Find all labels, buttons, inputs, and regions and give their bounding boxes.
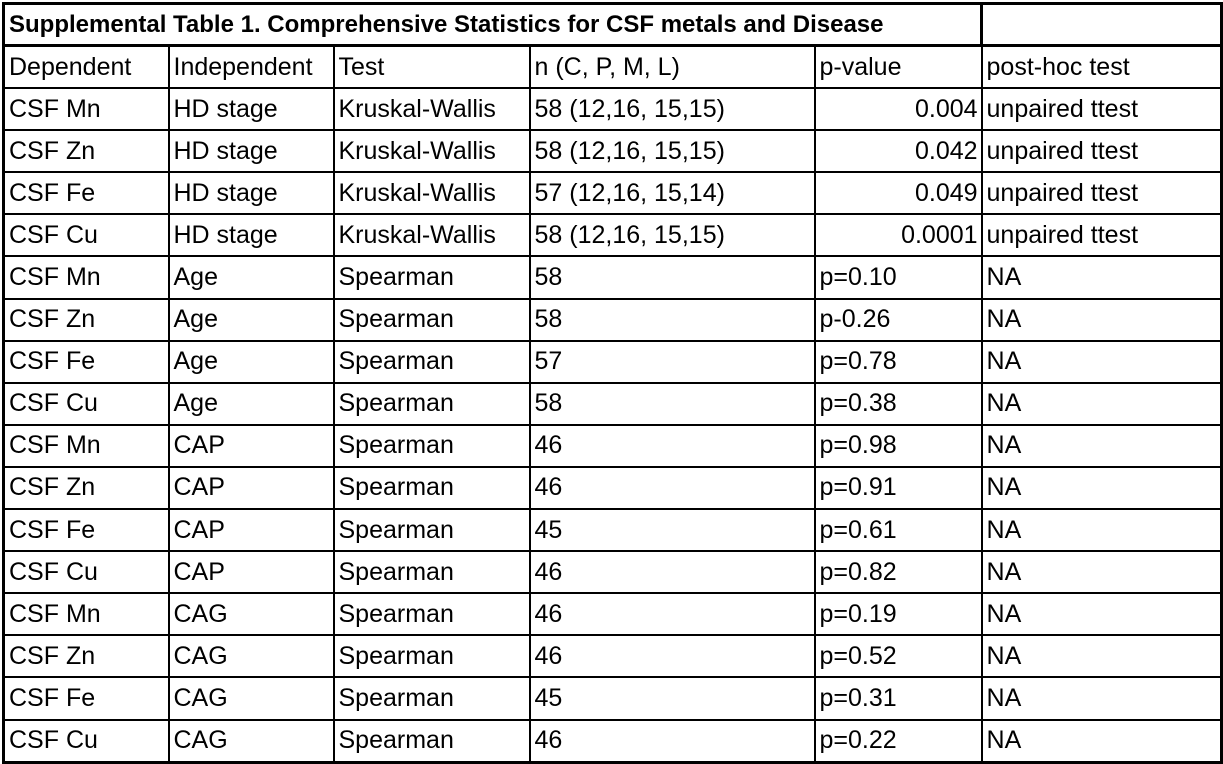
test-cell[interactable]: Spearman [334,720,530,763]
dependent-cell[interactable]: CSF Mn [4,256,169,298]
dependent-cell[interactable]: CSF Mn [4,88,169,130]
dependent-cell[interactable]: CSF Mn [4,593,169,635]
post-hoc-cell[interactable]: NA [982,467,1222,509]
table-row [4,677,1222,719]
p-value-cell[interactable]: 0.049 [815,172,982,214]
table-row [4,172,1222,214]
post-hoc-cell[interactable]: NA [982,720,1222,763]
dependent-cell[interactable]: CSF Cu [4,214,169,256]
post-hoc-cell[interactable]: NA [982,425,1222,467]
post-hoc-cell[interactable]: NA [982,551,1222,593]
independent-cell[interactable]: CAG [169,593,334,635]
n-cell[interactable]: 46 [530,635,815,677]
test-cell[interactable]: Spearman [334,383,530,425]
n-cell[interactable]: 45 [530,677,815,719]
dependent-cell[interactable]: CSF Cu [4,383,169,425]
table-row [4,720,1222,763]
n-cell[interactable]: 58 (12,16, 15,15) [530,214,815,256]
table-row [4,256,1222,298]
dependent-cell[interactable]: CSF Zn [4,299,169,341]
dependent-cell[interactable]: CSF Zn [4,130,169,172]
p-value-cell[interactable]: p=0.31 [815,677,982,719]
n-cell[interactable]: 58 (12,16, 15,15) [530,88,815,130]
table-row [4,214,1222,256]
n-cell[interactable]: 46 [530,425,815,467]
post-hoc-cell[interactable]: unpaired ttest [982,88,1222,130]
n-cell[interactable]: 58 [530,299,815,341]
independent-cell[interactable]: CAP [169,425,334,467]
post-hoc-cell[interactable]: NA [982,299,1222,341]
table-row [4,467,1222,509]
p-value-cell[interactable]: p=0.52 [815,635,982,677]
n-cell[interactable]: 46 [530,593,815,635]
header-n[interactable]: n (C, P, M, L) [530,46,815,89]
table-row [4,130,1222,172]
post-hoc-cell[interactable]: NA [982,383,1222,425]
p-value-cell[interactable]: p=0.82 [815,551,982,593]
dependent-cell[interactable]: CSF Fe [4,172,169,214]
n-cell[interactable]: 57 [530,341,815,383]
p-value-cell[interactable]: p=0.10 [815,256,982,298]
test-cell[interactable]: Spearman [334,509,530,551]
independent-cell[interactable]: CAG [169,677,334,719]
table-row [4,383,1222,425]
table-row [4,635,1222,677]
p-value-cell[interactable]: p=0.91 [815,467,982,509]
post-hoc-cell[interactable]: unpaired ttest [982,130,1222,172]
table-row [4,341,1222,383]
independent-cell[interactable]: CAP [169,551,334,593]
post-hoc-cell[interactable]: NA [982,341,1222,383]
test-cell[interactable]: Spearman [334,551,530,593]
p-value-cell[interactable]: p=0.98 [815,425,982,467]
supplemental-table [2,2,1223,764]
table-row [4,593,1222,635]
n-cell[interactable]: 58 [530,383,815,425]
p-value-cell[interactable]: p=0.38 [815,383,982,425]
header-post-hoc-test[interactable]: post-hoc test [982,46,1222,89]
p-value-cell[interactable]: 0.004 [815,88,982,130]
test-cell[interactable]: Spearman [334,635,530,677]
dependent-cell[interactable]: CSF Fe [4,677,169,719]
n-cell[interactable]: 46 [530,467,815,509]
test-cell[interactable]: Spearman [334,425,530,467]
dependent-cell[interactable]: CSF Cu [4,720,169,763]
dependent-cell[interactable]: CSF Fe [4,341,169,383]
post-hoc-cell[interactable]: NA [982,593,1222,635]
test-cell[interactable]: Kruskal-Wallis [334,130,530,172]
test-cell[interactable]: Kruskal-Wallis [334,214,530,256]
post-hoc-cell[interactable]: unpaired ttest [982,172,1222,214]
n-cell[interactable]: 58 [530,256,815,298]
p-value-cell[interactable]: p=0.22 [815,720,982,763]
test-cell[interactable]: Kruskal-Wallis [334,88,530,130]
independent-cell[interactable]: CAG [169,720,334,763]
spreadsheet-table-region [2,2,1220,755]
test-cell[interactable]: Spearman [334,299,530,341]
n-cell[interactable]: 46 [530,720,815,763]
table-row [4,299,1222,341]
p-value-cell[interactable]: 0.0001 [815,214,982,256]
independent-cell[interactable]: Age [169,256,334,298]
independent-cell[interactable]: CAP [169,509,334,551]
independent-cell[interactable]: HD stage [169,172,334,214]
test-cell[interactable]: Spearman [334,593,530,635]
header-row [4,46,1222,89]
post-hoc-cell[interactable]: NA [982,509,1222,551]
test-cell[interactable]: Spearman [334,256,530,298]
post-hoc-cell[interactable]: NA [982,256,1222,298]
p-value-cell[interactable]: p=0.19 [815,593,982,635]
n-cell[interactable]: 58 (12,16, 15,15) [530,130,815,172]
test-cell[interactable]: Spearman [334,677,530,719]
title-row [4,4,1222,46]
header-independent[interactable]: Independent [169,46,334,89]
header-test[interactable]: Test [334,46,530,89]
post-hoc-cell[interactable]: NA [982,677,1222,719]
test-cell[interactable]: Kruskal-Wallis [334,172,530,214]
post-hoc-cell[interactable]: NA [982,635,1222,677]
independent-cell[interactable]: CAP [169,467,334,509]
independent-cell[interactable]: Age [169,383,334,425]
p-value-cell[interactable]: p=0.61 [815,509,982,551]
dependent-cell[interactable]: CSF Zn [4,635,169,677]
dependent-cell[interactable]: CSF Cu [4,551,169,593]
table-row [4,509,1222,551]
header-dependent[interactable]: Dependent [4,46,169,89]
n-cell[interactable]: 45 [530,509,815,551]
table-row [4,551,1222,593]
table-row [4,425,1222,467]
n-cell[interactable]: 57 (12,16, 15,14) [530,172,815,214]
dependent-cell[interactable]: CSF Mn [4,425,169,467]
p-value-cell[interactable]: p=0.78 [815,341,982,383]
dependent-cell[interactable]: CSF Fe [4,509,169,551]
p-value-cell[interactable]: 0.042 [815,130,982,172]
independent-cell[interactable]: HD stage [169,130,334,172]
table-title[interactable]: Supplemental Table 1. Comprehensive Statistics for CSF metals and Disease [4,4,982,46]
post-hoc-cell[interactable]: unpaired ttest [982,214,1222,256]
table-row [4,88,1222,130]
header-p-value[interactable]: p-value [815,46,982,89]
p-value-cell[interactable]: p-0.26 [815,299,982,341]
independent-cell[interactable]: Age [169,341,334,383]
independent-cell[interactable]: HD stage [169,88,334,130]
independent-cell[interactable]: CAG [169,635,334,677]
test-cell[interactable]: Spearman [334,341,530,383]
empty-cell[interactable] [982,4,1222,46]
dependent-cell[interactable]: CSF Zn [4,467,169,509]
independent-cell[interactable]: Age [169,299,334,341]
independent-cell[interactable]: HD stage [169,214,334,256]
n-cell[interactable]: 46 [530,551,815,593]
test-cell[interactable]: Spearman [334,467,530,509]
